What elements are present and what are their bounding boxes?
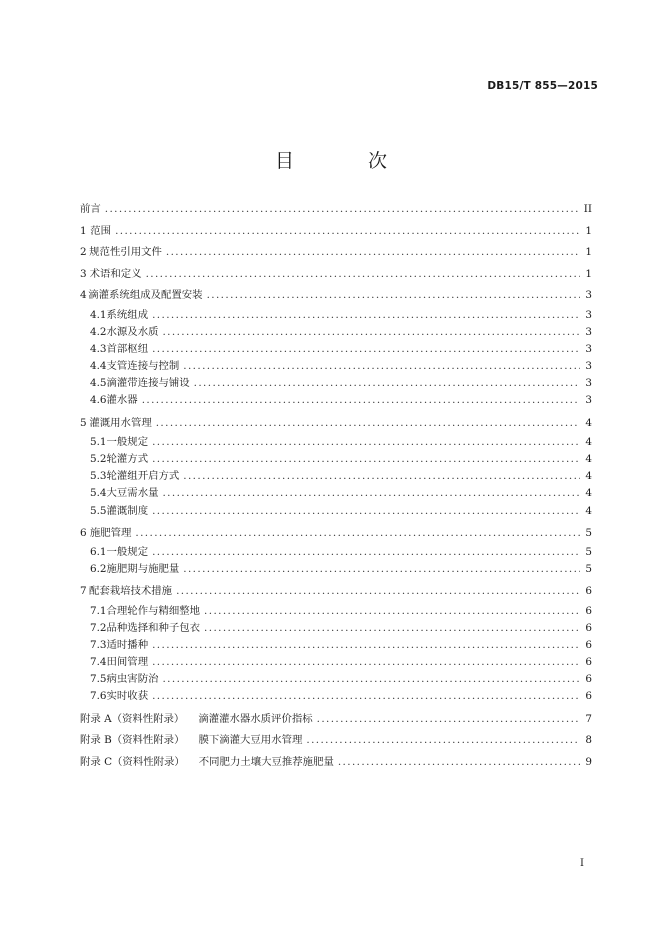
toc-entry-page: 6: [585, 656, 592, 669]
toc-annex-label: 滴灌灌水器水质评价指标: [198, 712, 313, 725]
toc-entry-page: 6: [585, 690, 592, 703]
toc-entry-number: 7.6: [90, 690, 107, 703]
toc-entry-page: 4: [585, 504, 592, 517]
toc-entry-page: 5: [585, 563, 592, 576]
toc-entry[interactable]: [80, 392, 592, 409]
toc-dot-leader: [152, 544, 580, 561]
toc-dot-leader: [152, 688, 580, 705]
document-code: DB15/T 855—2015: [487, 80, 598, 92]
toc-entry-label: 灌溉制度: [106, 504, 149, 517]
toc-entry-label: 配套栽培技术措施: [88, 585, 173, 598]
toc-entry-label: 施肥管理: [89, 526, 132, 539]
toc-entry-number: 5.2: [90, 453, 107, 466]
toc-entry-page: 3: [585, 394, 592, 407]
toc-annex-entry[interactable]: [80, 730, 592, 752]
toc-entry-number: 4.1: [90, 308, 107, 321]
toc-entry-page: 6: [585, 622, 592, 635]
toc-dot-leader: [207, 285, 580, 307]
toc-entry-page: 4: [585, 470, 592, 483]
toc-entry[interactable]: [80, 485, 592, 502]
toc-entry-number: 4.3: [90, 343, 107, 356]
toc-entry-number: 7: [80, 585, 87, 598]
toc-annex-page: 7: [585, 712, 592, 725]
page-number: I: [580, 858, 584, 869]
toc-entry-label: 灌溉用水管理: [89, 416, 152, 429]
toc-dot-leader: [317, 709, 580, 731]
toc-dot-leader: [306, 730, 580, 752]
toc-entry[interactable]: [80, 581, 592, 603]
toc-entry-label: 一般规定: [106, 436, 149, 449]
toc-entry-page: 3: [585, 360, 592, 373]
toc-entry-page: 5: [585, 526, 592, 539]
toc-entry[interactable]: [80, 307, 592, 324]
toc-entry[interactable]: [80, 637, 592, 654]
toc-entry-label: 滴灌带连接与铺设: [106, 377, 190, 390]
toc-entry-page: 6: [585, 639, 592, 652]
toc-entry[interactable]: [80, 413, 592, 435]
toc-annex-tag: 附录 C（资料性附录）: [80, 755, 185, 768]
toc-annex-tag: 附录 B（资料性附录）: [80, 734, 185, 747]
toc-entry[interactable]: [80, 620, 592, 637]
toc-entry[interactable]: [80, 451, 592, 468]
toc-entry-page: 5: [585, 546, 592, 559]
toc-entry-page: II: [583, 203, 592, 215]
toc-entry-label: 首部枢纽: [106, 343, 149, 356]
toc-entry-label: 大豆需水量: [106, 487, 159, 500]
toc-entry-label: 合理轮作与精细整地: [106, 604, 201, 617]
toc-dot-leader: [162, 324, 580, 341]
toc-entry-number: 6: [80, 526, 87, 539]
toc-entry[interactable]: [80, 688, 592, 705]
toc-entry[interactable]: [80, 544, 592, 561]
toc-dot-leader: [152, 637, 580, 654]
toc-dot-leader: [204, 620, 580, 637]
toc-entry-label: 滴灌系统组成及配置安装: [88, 289, 203, 302]
toc-entry-page: 1: [585, 246, 592, 259]
toc-entry-number: 4.6: [90, 394, 107, 407]
toc-entry-number: 5.1: [90, 436, 107, 449]
toc-entry[interactable]: [80, 324, 592, 341]
toc-dot-leader: [338, 752, 580, 774]
toc-entry-label: 品种选择和种子包衣: [106, 622, 201, 635]
toc-entry-page: 3: [585, 377, 592, 390]
table-of-contents: [80, 199, 592, 773]
toc-entry[interactable]: [80, 434, 592, 451]
toc-entry-page: 6: [585, 585, 592, 598]
toc-entry-page: 1: [585, 267, 592, 280]
toc-annex-label: 不同肥力土壤大豆推荐施肥量: [198, 755, 334, 768]
toc-annex-entry[interactable]: [80, 752, 592, 774]
toc-entry-label: 前言: [80, 203, 101, 215]
toc-entry[interactable]: [80, 358, 592, 375]
toc-entry-label: 支管连接与控制: [106, 360, 180, 373]
toc-entry-number: 4.2: [90, 326, 107, 339]
toc-entry-label: 灌水器: [106, 394, 138, 407]
toc-entry-number: 6.1: [90, 546, 107, 559]
toc-entry-label: 轮灌组开启方式: [106, 470, 180, 483]
toc-entry[interactable]: [80, 654, 592, 671]
toc-entry-page: 4: [585, 487, 592, 500]
toc-annex-tag: 附录 A（资料性附录）: [80, 712, 185, 725]
toc-annex-page: 9: [585, 755, 592, 768]
toc-entry[interactable]: [80, 341, 592, 358]
toc-entry-page: 3: [585, 308, 592, 321]
toc-dot-leader: [162, 485, 580, 502]
toc-dot-leader: [166, 242, 580, 264]
toc-annex-label: 膜下滴灌大豆用水管理: [198, 734, 303, 747]
toc-entry-number: 1: [80, 224, 87, 237]
toc-dot-leader: [162, 671, 580, 688]
toc-annex-page: 8: [585, 734, 592, 747]
toc-entry[interactable]: [80, 375, 592, 392]
toc-entry-number: 7.3: [90, 639, 107, 652]
toc-dot-leader: [142, 392, 580, 409]
toc-dot-leader: [156, 413, 580, 435]
toc-entry-number: 7.2: [90, 622, 107, 635]
toc-entry-label: 施肥期与施肥量: [106, 563, 180, 576]
toc-entry-number: 7.4: [90, 656, 107, 669]
toc-entry-page: 3: [585, 289, 592, 302]
toc-entry-number: 5: [80, 416, 87, 429]
toc-entry-label: 轮灌方式: [106, 453, 149, 466]
toc-entry[interactable]: [80, 221, 592, 243]
toc-entry-number: 4.4: [90, 360, 107, 373]
toc-title: 目 次: [274, 150, 422, 172]
toc-entry-page: 6: [585, 673, 592, 686]
toc-entry-page: 4: [585, 436, 592, 449]
toc-entry[interactable]: [80, 468, 592, 485]
toc-dot-leader: [152, 307, 580, 324]
toc-entry[interactable]: [80, 523, 592, 545]
toc-entry-number: 5.4: [90, 487, 107, 500]
toc-entry-number: 7.1: [90, 604, 107, 617]
toc-entry-label: 术语和定义: [89, 267, 142, 280]
toc-entry-page: 4: [585, 453, 592, 466]
toc-dot-leader: [152, 503, 580, 520]
toc-entry-label: 系统组成: [106, 308, 149, 321]
toc-entry-label: 范围: [90, 224, 112, 237]
toc-dot-leader: [105, 199, 580, 221]
toc-entry-label: 一般规定: [106, 546, 149, 559]
toc-entry-label: 实时收获: [106, 690, 149, 703]
toc-entry-page: 3: [585, 326, 592, 339]
toc-dot-leader: [176, 581, 580, 603]
toc-entry-label: 规范性引用文件: [89, 246, 162, 259]
toc-entry-page: 6: [585, 604, 592, 617]
toc-entry[interactable]: [80, 503, 592, 520]
toc-entry-number: 5.3: [90, 470, 107, 483]
toc-entry-number: 5.5: [90, 504, 107, 517]
toc-dot-leader: [115, 221, 580, 243]
toc-entry-number: 4.5: [90, 377, 107, 390]
toc-annex-entry[interactable]: [80, 709, 592, 731]
toc-entry-number: 7.5: [90, 673, 107, 686]
toc-dot-leader: [183, 468, 580, 485]
toc-dot-leader: [146, 264, 580, 286]
toc-entry-page: 1: [585, 224, 592, 237]
toc-dot-leader: [152, 654, 580, 671]
toc-entry-label: 田间管理: [106, 656, 149, 669]
toc-entry-number: 3: [80, 267, 87, 280]
toc-entry-number: 4: [80, 289, 87, 302]
toc-dot-leader: [152, 434, 580, 451]
toc-dot-leader: [152, 341, 580, 358]
toc-dot-leader: [152, 451, 580, 468]
toc-entry[interactable]: [80, 242, 592, 264]
toc-dot-leader: [183, 358, 580, 375]
toc-entry-number: 6.2: [90, 563, 107, 576]
toc-entry[interactable]: [80, 671, 592, 688]
toc-dot-leader: [204, 603, 580, 620]
toc-entry[interactable]: [80, 285, 592, 307]
toc-entry-page: 4: [585, 416, 592, 429]
toc-dot-leader: [135, 523, 580, 545]
toc-entry[interactable]: [80, 264, 592, 286]
toc-dot-leader: [194, 375, 580, 392]
toc-entry-label: 适时播种: [106, 639, 149, 652]
toc-entry-label: 水源及水质: [106, 326, 159, 339]
toc-entry-number: 2: [80, 246, 87, 259]
toc-entry[interactable]: [80, 561, 592, 578]
toc-entry[interactable]: [80, 199, 592, 221]
toc-entry-label: 病虫害防治: [106, 673, 159, 686]
toc-entry-page: 3: [585, 343, 592, 356]
toc-dot-leader: [183, 561, 580, 578]
toc-entry[interactable]: [80, 603, 592, 620]
